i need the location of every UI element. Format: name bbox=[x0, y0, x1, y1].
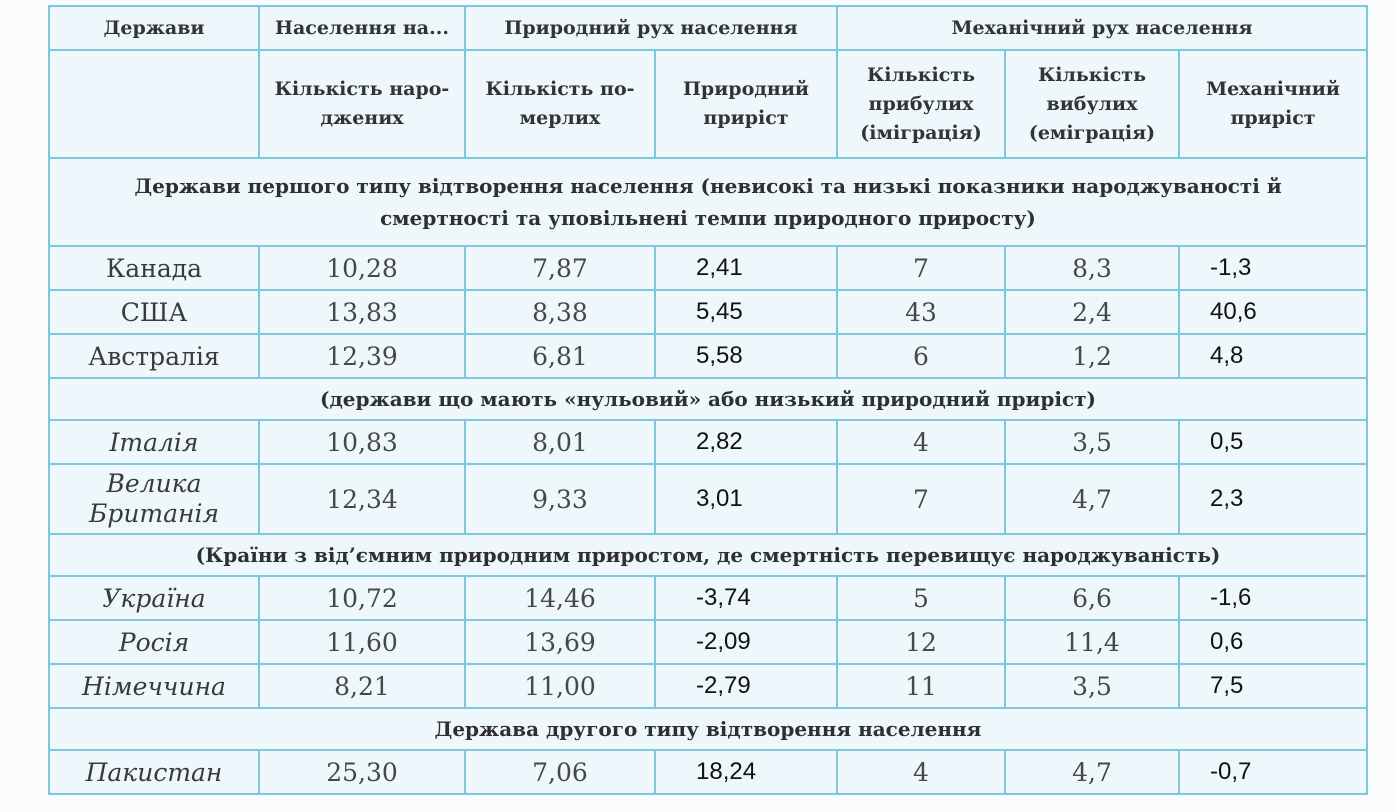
cell-mechanical: 7,5 bbox=[1179, 664, 1367, 708]
cell-arrivals: 7 bbox=[837, 246, 1005, 290]
cell-births: 25,30 bbox=[259, 750, 465, 794]
section-row bbox=[49, 158, 1367, 246]
header-empty bbox=[49, 50, 259, 158]
cell-arrivals: 7 bbox=[837, 464, 1005, 534]
cell-arrivals: 5 bbox=[837, 576, 1005, 620]
cell-departures: 3,5 bbox=[1005, 420, 1179, 464]
cell-deaths: 8,38 bbox=[465, 290, 655, 334]
cell-arrivals: 11 bbox=[837, 664, 1005, 708]
cell-arrivals: 43 bbox=[837, 290, 1005, 334]
table-row bbox=[49, 246, 1367, 290]
cell-births: 10,72 bbox=[259, 576, 465, 620]
cell-departures: 4,7 bbox=[1005, 464, 1179, 534]
cell-country: Росія bbox=[49, 620, 259, 664]
section-row bbox=[49, 534, 1367, 576]
section-row bbox=[49, 378, 1367, 420]
cell-deaths: 8,01 bbox=[465, 420, 655, 464]
cell-deaths: 7,87 bbox=[465, 246, 655, 290]
header-departures: Кількість вибулих (еміграція) bbox=[1005, 50, 1179, 158]
cell-deaths: 9,33 bbox=[465, 464, 655, 534]
table-row bbox=[49, 420, 1367, 464]
section-row bbox=[49, 708, 1367, 750]
header-natural-growth: Природний приріст bbox=[655, 50, 837, 158]
cell-country: Канада bbox=[49, 246, 259, 290]
cell-mechanical: -0,7 bbox=[1179, 750, 1367, 794]
cell-deaths: 11,00 bbox=[465, 664, 655, 708]
cell-natural: 3,01 bbox=[655, 464, 837, 534]
cell-country: Україна bbox=[49, 576, 259, 620]
cell-deaths: 14,46 bbox=[465, 576, 655, 620]
cell-natural: 2,82 bbox=[655, 420, 837, 464]
cell-departures: 1,2 bbox=[1005, 334, 1179, 378]
cell-births: 10,28 bbox=[259, 246, 465, 290]
cell-deaths: 6,81 bbox=[465, 334, 655, 378]
population-table bbox=[48, 5, 1368, 795]
cell-natural: -2,79 bbox=[655, 664, 837, 708]
cell-births: 8,21 bbox=[259, 664, 465, 708]
cell-natural: -2,09 bbox=[655, 620, 837, 664]
table-body bbox=[49, 158, 1367, 794]
cell-arrivals: 6 bbox=[837, 334, 1005, 378]
cell-country: Велика Британія bbox=[49, 464, 259, 534]
cell-natural: 2,41 bbox=[655, 246, 837, 290]
cell-deaths: 13,69 bbox=[465, 620, 655, 664]
section-title: (держави що мають «нульовий» або низький природний приріст) bbox=[49, 378, 1367, 420]
cell-arrivals: 12 bbox=[837, 620, 1005, 664]
header-population: Населення на... bbox=[259, 6, 465, 50]
header-births: Кількість наро- джених bbox=[259, 50, 465, 158]
cell-mechanical: 0,5 bbox=[1179, 420, 1367, 464]
cell-mechanical: 0,6 bbox=[1179, 620, 1367, 664]
cell-country: Австралія bbox=[49, 334, 259, 378]
cell-births: 10,83 bbox=[259, 420, 465, 464]
table-row bbox=[49, 620, 1367, 664]
cell-country: Німеччина bbox=[49, 664, 259, 708]
cell-country: США bbox=[49, 290, 259, 334]
table-row bbox=[49, 290, 1367, 334]
cell-mechanical: 4,8 bbox=[1179, 334, 1367, 378]
cell-natural: 18,24 bbox=[655, 750, 837, 794]
cell-natural: -3,74 bbox=[655, 576, 837, 620]
cell-departures: 8,3 bbox=[1005, 246, 1179, 290]
section-title: Держави першого типу відтворення населення (невисокі та низькі показники народжуваності й смертності та уповільнені темпи природного приросту) bbox=[49, 158, 1367, 246]
cell-natural: 5,45 bbox=[655, 290, 837, 334]
cell-natural: 5,58 bbox=[655, 334, 837, 378]
table-row bbox=[49, 664, 1367, 708]
header-mechanical-movement: Механічний рух населення bbox=[837, 6, 1367, 50]
header-natural-movement: Природний рух населення bbox=[465, 6, 837, 50]
header-mechanical-growth: Механічний приріст bbox=[1179, 50, 1367, 158]
header-countries: Держави bbox=[49, 6, 259, 50]
cell-departures: 11,4 bbox=[1005, 620, 1179, 664]
cell-deaths: 7,06 bbox=[465, 750, 655, 794]
cell-births: 12,34 bbox=[259, 464, 465, 534]
cell-mechanical: -1,6 bbox=[1179, 576, 1367, 620]
cell-departures: 3,5 bbox=[1005, 664, 1179, 708]
cell-mechanical: 2,3 bbox=[1179, 464, 1367, 534]
table-row bbox=[49, 334, 1367, 378]
header-arrivals: Кількість прибулих (імiграція) bbox=[837, 50, 1005, 158]
table-row bbox=[49, 576, 1367, 620]
section-title: Держава другого типу відтворення населення bbox=[49, 708, 1367, 750]
cell-arrivals: 4 bbox=[837, 420, 1005, 464]
cell-departures: 4,7 bbox=[1005, 750, 1179, 794]
header-deaths: Кількість по- мерлих bbox=[465, 50, 655, 158]
cell-births: 12,39 bbox=[259, 334, 465, 378]
cell-country: Пакистан bbox=[49, 750, 259, 794]
cell-departures: 6,6 bbox=[1005, 576, 1179, 620]
cell-country: Італія bbox=[49, 420, 259, 464]
section-title: (Країни з від’ємним природним приростом, де смертність перевищує народжуваність) bbox=[49, 534, 1367, 576]
table-row bbox=[49, 464, 1367, 534]
cell-births: 11,60 bbox=[259, 620, 465, 664]
cell-departures: 2,4 bbox=[1005, 290, 1179, 334]
cell-births: 13,83 bbox=[259, 290, 465, 334]
cell-mechanical: -1,3 bbox=[1179, 246, 1367, 290]
table-row bbox=[49, 750, 1367, 794]
cell-arrivals: 4 bbox=[837, 750, 1005, 794]
cell-mechanical: 40,6 bbox=[1179, 290, 1367, 334]
